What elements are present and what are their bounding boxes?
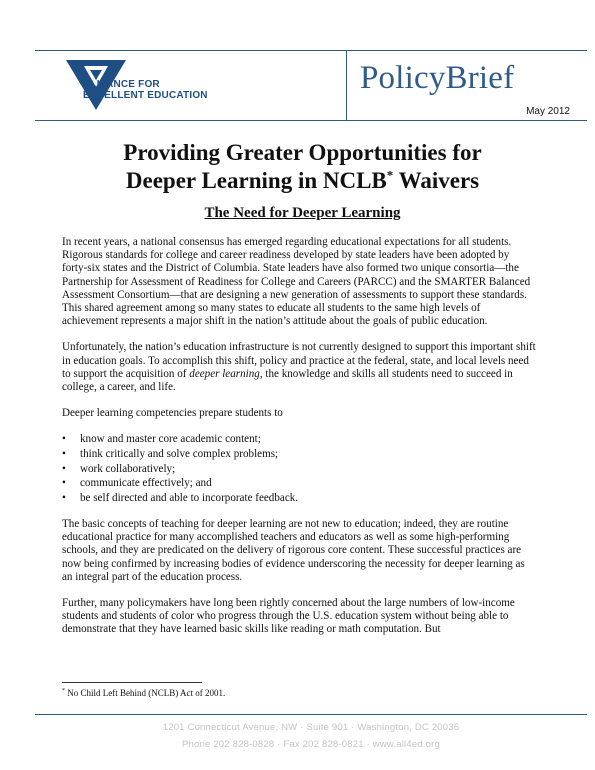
list-item-text: communicate effectively; and	[80, 477, 212, 490]
header-top-rule	[35, 50, 587, 51]
paragraph-3: Deeper learning competencies prepare students to	[62, 407, 283, 420]
list-item	[62, 433, 537, 446]
paragraph-2	[62, 341, 537, 394]
document-title	[40, 139, 565, 195]
footnote	[62, 688, 225, 698]
bullet-icon: •	[62, 448, 66, 461]
header-divider	[346, 50, 347, 120]
bullet-icon: •	[62, 462, 66, 475]
list-item	[62, 491, 537, 505]
title-line2-end: Waivers	[393, 168, 480, 193]
bullet-icon: •	[62, 433, 66, 446]
footnote-rule	[62, 682, 202, 683]
bullet-icon: •	[62, 477, 66, 490]
title-line2-text: Deeper Learning in NCLB	[125, 168, 387, 193]
footnote-mark: *	[62, 688, 65, 694]
document-title-line1: Providing Greater Opportunities for	[123, 140, 482, 165]
paragraph-2-end: , the knowledge and skills all students need to succeed in college, a career, and life.	[62, 367, 513, 394]
document-title-line2	[40, 167, 565, 195]
org-name-line1: ALLIANCE FOR	[83, 79, 160, 90]
footer-contact[interactable]: Phone 202 828-0828 · Fax 202 828-0821 · www.all4ed.org	[182, 739, 440, 750]
section-heading: The Need for Deeper Learning	[204, 205, 401, 221]
deeper-learning-emphasis: deeper learning	[189, 367, 260, 380]
paragraph-5: Further, many policymakers have long been rightly concerned about the large numbers of low-income students and students of color who progress through the U.S. education system without being able to demonstrate that they have learned basic skills like reading or math computation. But	[62, 597, 515, 636]
footnote-text: No Child Left Behind (NCLB) Act of 2001.	[65, 688, 226, 698]
publication-date: May 2012	[526, 106, 570, 117]
footer-rule	[35, 714, 587, 715]
paragraph-4: The basic concepts of teaching for deeper learning are not new to education; indeed, they are routine educational practice for many accomplished teachers and educators as well as some high-performing schools, and they are predicated on the delivery of rigorous core content. These successful practices are now being confirmed by increasing bodies of evidence underscoring the necessity for deeper learning as an integral part of the education process.	[62, 518, 525, 583]
org-name-line2: EXCELLENT EDUCATION	[83, 90, 208, 101]
footer-address: 1201 Connecticut Avenue, NW · Suite 901 · Washington, DC 20036	[162, 722, 460, 733]
list-item-text: work collaboratively;	[80, 462, 176, 475]
competency-list	[62, 433, 537, 505]
org-name	[83, 79, 213, 101]
list-item-text: be self directed and able to incorporate feedback.	[80, 491, 299, 504]
body-text	[62, 236, 537, 650]
policy-brief-title: PolicyBrief	[360, 60, 515, 96]
paragraph-2-start: Unfortunately, the nation’s education infrastructure is not currently designed to support this important shift in education goals. To accomplish this shift, policy and practice at the federal, state, and local levels need to support the acquisition of	[62, 341, 536, 380]
list-item	[62, 462, 537, 476]
list-item-text: know and master core academic content;	[80, 433, 261, 446]
title-footnote-mark[interactable]: *	[386, 167, 394, 183]
list-item-text: think critically and solve complex problems;	[80, 448, 279, 461]
header-bottom-rule	[35, 120, 587, 121]
list-item	[62, 448, 537, 461]
list-item	[62, 477, 537, 490]
bullet-icon: •	[62, 491, 66, 504]
paragraph-1: In recent years, a national consensus has emerged regarding educational expectations for all students. Rigorous standards for college and career readiness developed by state leaders have been adopted by forty-six states and the District of Columbia. State leaders have also formed two unique consortia—the Partnership for Assessment of Readiness for College and Careers (PARCC) and the SMARTER Balanced Assessment Consortium—that are designing a new generation of assessments to support these standards. This shared agreement among so many states to educate all students to the same high levels of achievement represents a major shift in the nation’s attitude about the goals of public education.	[62, 236, 531, 328]
